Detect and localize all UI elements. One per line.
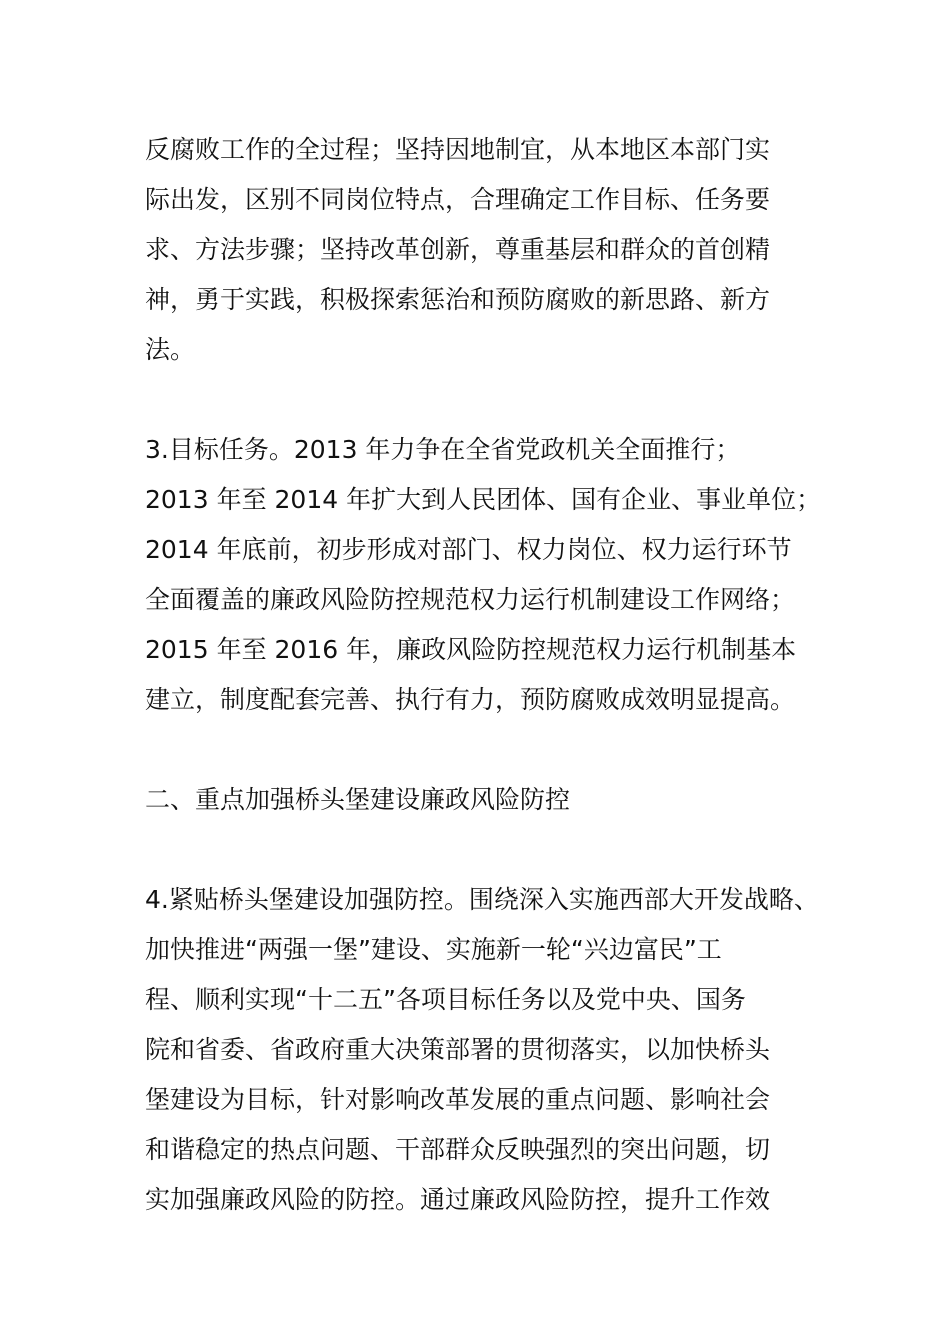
paragraph-3-line-6: 和谐稳定的热点问题、干部群众反映强烈的突出问题，切 — [145, 1135, 771, 1164]
paragraph-3-line-7: 实加强廉政风险的防控。通过廉政风险防控，提升工作效 — [145, 1185, 771, 1214]
paragraph-3-line-2: 加快推进“两强一堡”建设、实施新一轮“兴边富民”工 — [145, 935, 722, 964]
paragraph-3-line-3: 程、顺利实现“十二五”各项目标任务以及党中央、国务 — [145, 985, 746, 1014]
paragraph-1-line-3: 求、方法步骤；坚持改革创新，尊重基层和群众的首创精 — [145, 235, 771, 264]
paragraph-1-line-5: 法。 — [145, 335, 196, 364]
paragraph-3-line-1: 4.紧贴桥头堡建设加强防控。围绕深入实施西部大开发战略、 — [145, 885, 819, 914]
paragraph-2-line-6: 建立，制度配套完善、执行有力，预防腐败成效明显提高。 — [145, 685, 796, 714]
paragraph-2-line-3: 2014 年底前，初步形成对部门、权力岗位、权力运行环节 — [145, 535, 792, 564]
paragraph-2-line-1: 3.目标任务。2013 年力争在全省党政机关全面推行； — [145, 435, 741, 464]
paragraph-3-line-5: 堡建设为目标，针对影响改革发展的重点问题、影响社会 — [145, 1085, 771, 1114]
paragraph-2-line-2: 2013 年至 2014 年扩大到人民团体、国有企业、事业单位； — [145, 485, 822, 514]
paragraph-3-line-4: 院和省委、省政府重大决策部署的贯彻落实，以加快桥头 — [145, 1035, 771, 1064]
paragraph-2-line-5: 2015 年至 2016 年，廉政风险防控规范权力运行机制基本 — [145, 635, 797, 664]
section-heading: 二、重点加强桥头堡建设廉政风险防控 — [145, 785, 571, 814]
paragraph-1-line-2: 际出发，区别不同岗位特点，合理确定工作目标、任务要 — [145, 185, 771, 214]
paragraph-1-line-1: 反腐败工作的全过程；坚持因地制宜，从本地区本部门实 — [145, 135, 771, 164]
paragraph-1-line-4: 神，勇于实践，积极探索惩治和预防腐败的新思路、新方 — [145, 285, 771, 314]
paragraph-2-line-4: 全面覆盖的廉政风险防控规范权力运行机制建设工作网络； — [145, 585, 796, 614]
